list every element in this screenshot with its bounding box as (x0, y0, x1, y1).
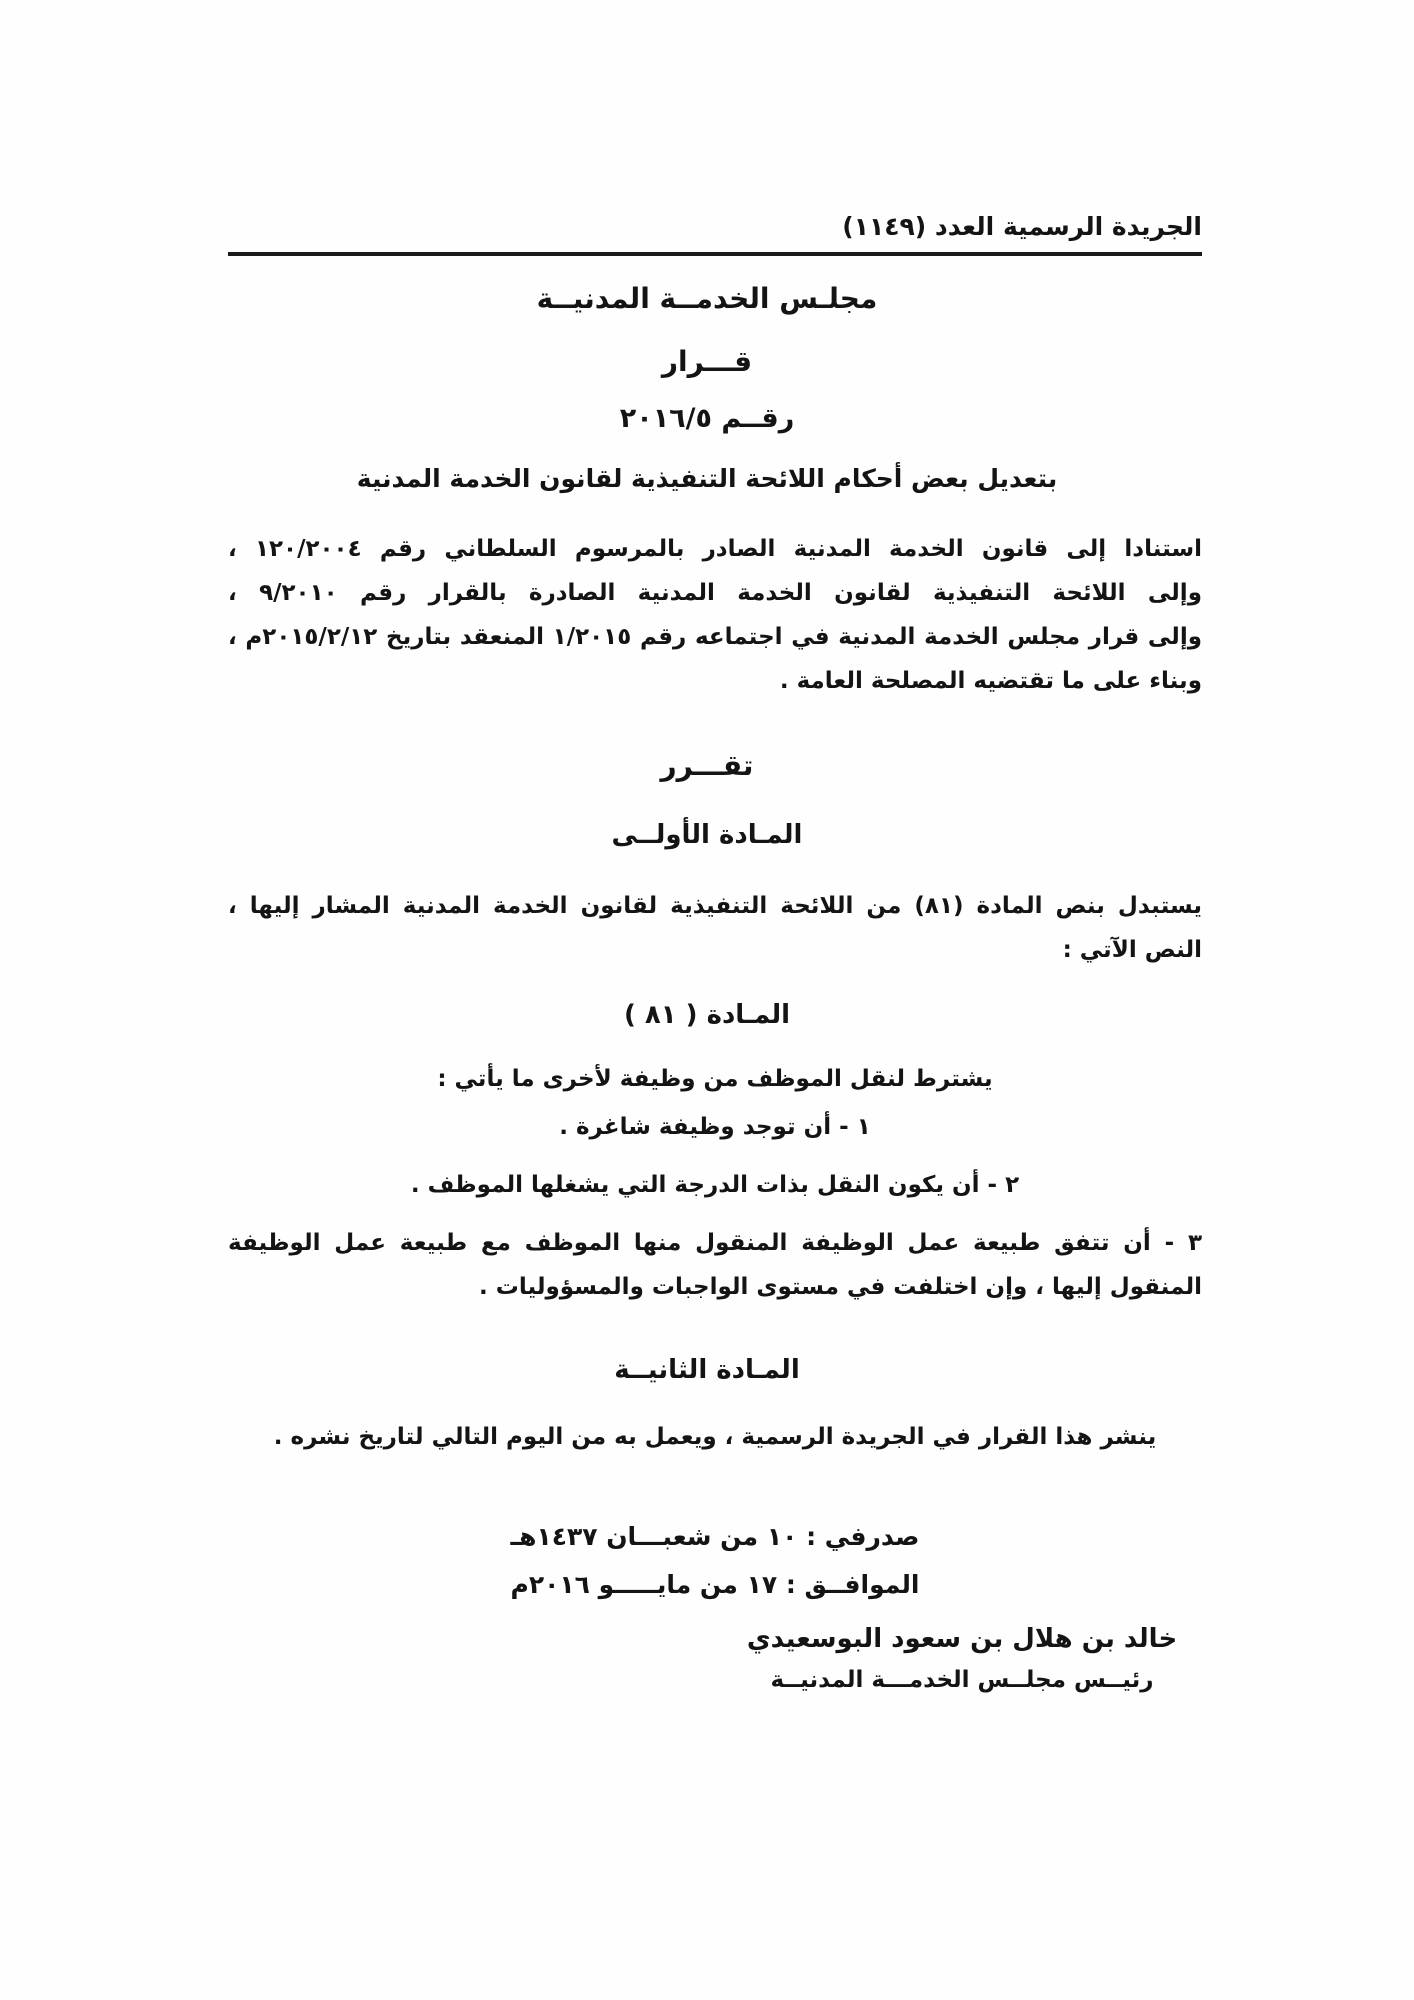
article-two-body (228, 1415, 1202, 1459)
decision-subject: بتعديل بعض أحكام اللائحة التنفيذية لقانون الخدمة المدنية (356, 464, 1058, 493)
list-item: ١ - أن توجد وظيفة شاغرة . (559, 1114, 871, 1140)
article-one-line-2: النص الآتي : (1062, 937, 1202, 963)
signatory-name: خالد بن هلال بن سعود البوسعيدي (746, 1624, 1178, 1654)
article-one-body (228, 884, 1202, 972)
preamble-block (228, 527, 1202, 703)
gregorian-date: الموافــق : ١٧ من مايـــــو ٢٠١٦م (510, 1570, 920, 1599)
publication-clause: ينشر هذا القرار في الجريدة الرسمية ، ويعمل به من اليوم التالي لتاريخ نشره . (273, 1424, 1157, 1450)
document-kind-title: قـــرار (661, 345, 753, 378)
organization-title: مجلـس الخدمــة المدنيــة (536, 282, 878, 315)
running-head (212, 212, 1202, 242)
article-81-heading: المـادة ( ٨١ ) (623, 1000, 791, 1030)
preamble-line-3: وإلى قرار مجلس الخدمة المدنية في اجتماعه رقم ١/٢٠١٥ المنعقد بتاريخ ٢٠١٥/٢/١٢م ، (228, 624, 1202, 650)
preamble-line-4: وبناء على ما تقتضيه المصلحة العامة . (779, 668, 1202, 694)
issuance-dates (228, 1513, 1202, 1609)
article-one-line-1: يستبدل بنص المادة (٨١) من اللائحة التنفيذية لقانون الخدمة المدنية المشار إليها ، (228, 893, 1202, 919)
signature-block (722, 1620, 1202, 1703)
list-item: ٢ - أن يكون النقل بذات الدرجة التي يشغلها الموظف . (410, 1172, 1020, 1198)
decision-number: رقــم ٢٠١٦/٥ (619, 403, 795, 434)
decides-heading: تقـــرر (660, 749, 754, 782)
preamble-line-2: وإلى اللائحة التنفيذية لقانون الخدمة المدنية الصادرة بالقرار رقم ٩/٢٠١٠ ، (228, 580, 1202, 606)
article-81-clause-list (228, 1105, 1202, 1323)
list-item: ٣ - أن تتفق طبيعة عمل الوظيفة المنقول منها الموظف مع طبيعة عمل الوظيفة المنقول إليها ، وإن اختلفت في مستوى الواجبات والمسؤوليات . (228, 1230, 1202, 1300)
hijri-date: صدرفي : ١٠ من شعبـــان ١٤٣٧هـ (510, 1522, 920, 1551)
preamble-line-1: استنادا إلى قانون الخدمة المدنية الصادر بالمرسوم السلطاني رقم ١٢٠/٢٠٠٤ ، (228, 536, 1202, 562)
signatory-title: رئيــس مجلــس الخدمـــة المدنيــة (770, 1667, 1154, 1693)
gazette-issue-label: الجريدة الرسمية العدد (١١٤٩) (842, 212, 1202, 241)
header-divider-rule (228, 252, 1202, 256)
article-one-heading: المـادة الأولــى (611, 820, 803, 850)
article-81-lead-in: يشترط لنقل الموظف من وظيفة لأخرى ما يأتي : (437, 1066, 993, 1092)
article-two-heading: المـادة الثانيــة (614, 1355, 800, 1385)
